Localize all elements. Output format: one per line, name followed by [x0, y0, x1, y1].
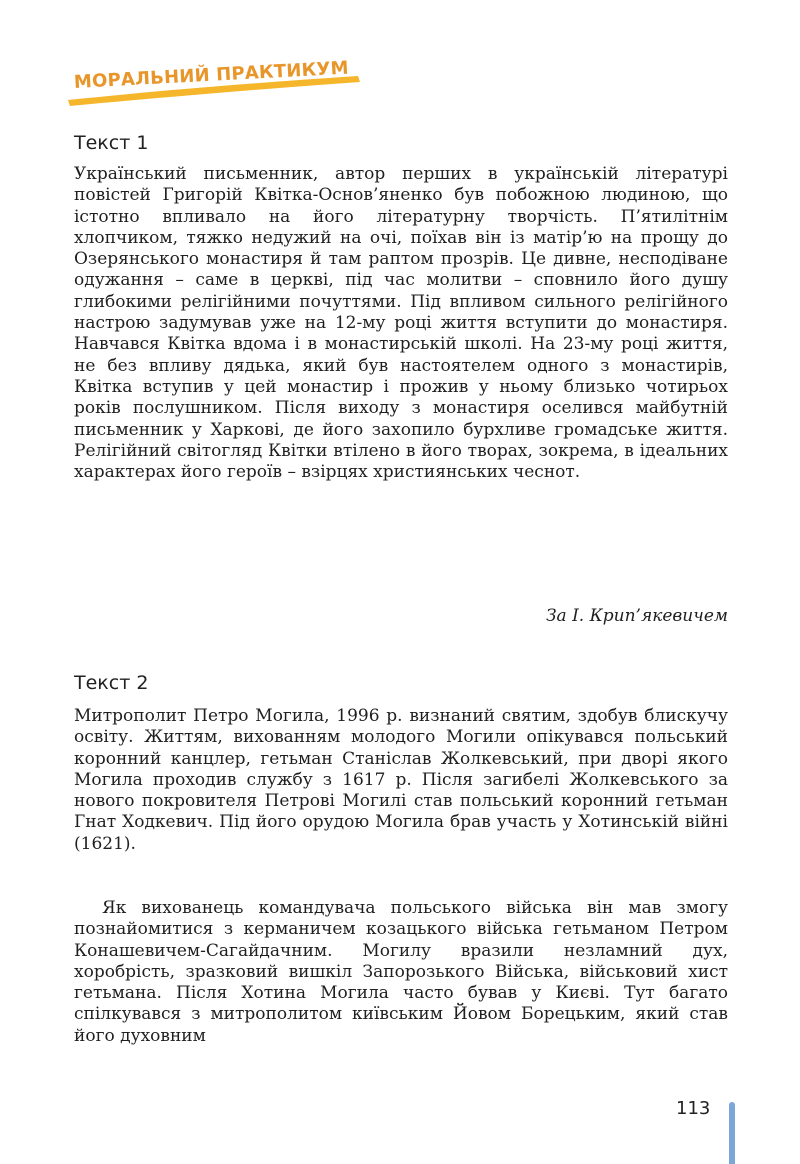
text2-paragraph-1: Митрополит Петро Могила, 1996 р. визнаний святим, здобув блискучу освіту. Життям, вихованням молодого Могили опікувався польський коронний канцлер, гетьман Станіслав Жолкевський, при дворі якого Могила проходив службу з 1617 р. Після загибелі Жолкевського за нового покровителя Петрові Могилі став польський коронний гетьман Гнат Ходкевич. Під його орудою Могила брав участь у Хотинській війні (1621). [74, 706, 728, 854]
text1-author: За І. Крип’якевичем [545, 606, 728, 626]
text2-heading: Текст 2 [74, 672, 149, 694]
page-edge-bar [729, 1102, 735, 1164]
text1-heading: Текст 1 [74, 132, 149, 154]
page-number: 113 [676, 1098, 711, 1119]
section-banner [66, 57, 366, 108]
text2-paragraph-2: Як вихованець командувача польського війська він мав змогу познайомитися з керманичем козацького війська гетьманом Петром Конашевичем-Сагайдачним. Могилу вразили незламний дух, хоробрість, зразковий вишкіл Запорозького Війська, військовий хист гетьмана. Після Хотина Могила часто бував у Києві. Тут багато спілкувався з митрополитом київським Йовом Борецьким, який став його духовним [74, 898, 728, 1046]
banner-title: МОРАЛЬНИЙ ПРАКТИКУМ [73, 57, 350, 93]
text1-paragraph: Український письменник, автор перших в українській літературі повістей Григорій Квітка-Основ’яненко був побожною людиною, що істотно впливало на його літературну творчість. П’ятилітнім хлопчиком, тяжко недужий на очі, поїхав він із матір’ю на прощу до Озерянського монастиря й там раптом прозрів. Це дивне, несподіване одужання – саме в церкві, під час молитви – сповнило його душу глибокими релігійними почуттями. Під впливом сильного релігійного настрою задумував уже на 12-му році життя вступити до монастиря. Навчався Квітка вдома і в монастирській школі. На 23-му році життя, не без впливу дядька, який був настоятелем одного з монастирів, Квітка вступив у цей монастир і прожив у ньому близько чотирьох років послушником. Після виходу з монастиря оселився майбутній письменник у Харкові, де його захопило бурхливе громадське життя. Релігійний світогляд Квітки втілено в його творах, зокрема, в ідеальних характерах його героїв – взірцях християнських чеснот. [74, 164, 728, 483]
